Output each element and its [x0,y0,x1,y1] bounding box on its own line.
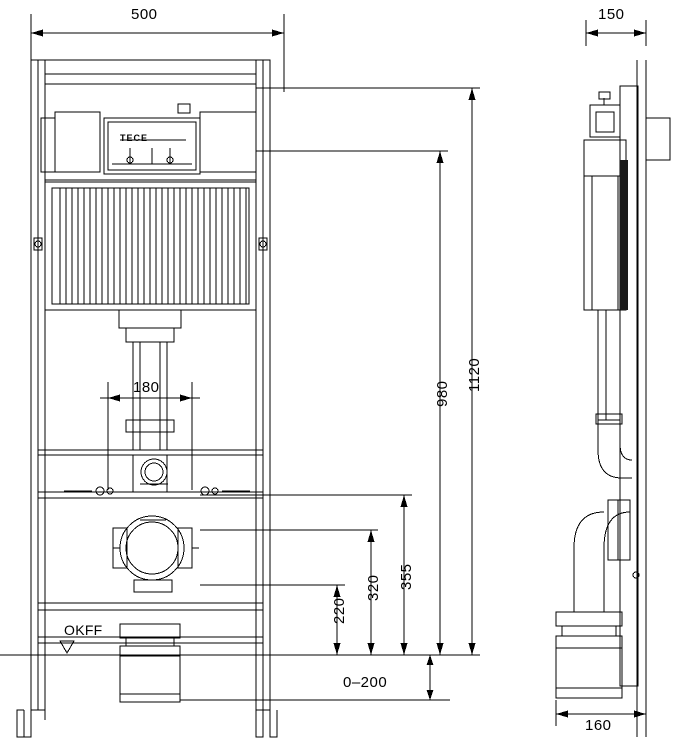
dimension-label-0-200: 0–200 [343,674,388,691]
dimension-label-500: 500 [131,6,158,23]
side-view-geometry [556,60,670,737]
bolt-holes [64,487,250,495]
brand-logo-label: TECE [120,133,149,143]
dimension-label-220: 220 [331,597,348,624]
dimension-180 [100,382,200,490]
dimension-label-180: 180 [133,379,160,396]
dimension-label-160: 160 [585,717,612,734]
dimension-label-355: 355 [398,563,415,590]
outlet-bend [113,516,199,592]
bottom-outlet [120,624,180,702]
okff-label: OKFF [64,622,103,638]
dimension-label-320: 320 [365,574,382,601]
frame-feet [17,710,277,737]
wc-bend-upper [133,455,168,492]
dimension-150 [586,20,646,46]
dimension-label-1120: 1120 [466,357,483,392]
dimension-label-150: 150 [598,6,625,23]
cistern-assembly [41,84,256,180]
tank-body [45,182,256,310]
dimension-label-980: 980 [434,380,451,407]
